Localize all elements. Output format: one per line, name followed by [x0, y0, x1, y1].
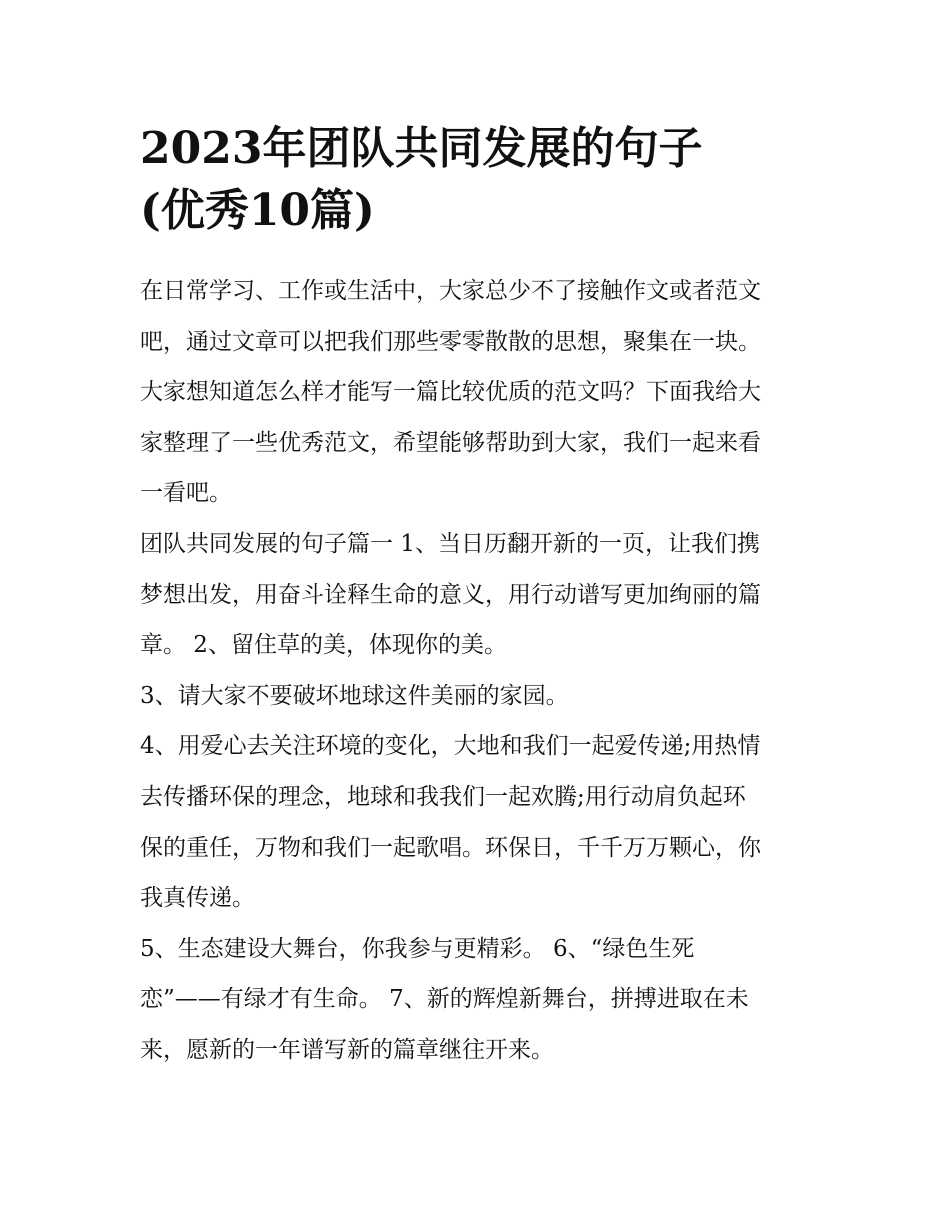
text-line: 家整理了一些优秀范文，希望能够帮助到大家，我们一起来看 — [140, 429, 761, 456]
text-line: 在日常学习、工作或生活中，大家总少不了接触作文或者范文 — [140, 278, 761, 304]
text-line: 去传播环保的理念，地球和我我们一起欢腾;用行动肩负起环 — [140, 783, 746, 810]
text-line: 章。 2、留住草的美，体现你的美。 — [140, 632, 507, 659]
title-line-1: 2023年团队共同发展的句子 — [140, 123, 703, 174]
text-line: 梦想出发，用奋斗诠释生命的意义，用行动谱写更加绚丽的篇 — [140, 581, 761, 608]
text-line: 我真传递。 — [140, 885, 255, 912]
text-line: 恋”——有绿才有生命。 7、新的辉煌新舞台，拼搏进取在未 — [140, 986, 749, 1013]
title-line-2: (优秀10篇) — [140, 185, 375, 236]
text-line: 保的重任，万物和我们一起歌唱。环保日，千千万万颗心，你 — [140, 834, 761, 861]
text-line: 一看吧。 — [140, 480, 232, 507]
document-page — [140, 118, 820, 1076]
text-line: 大家想知道怎么样才能写一篇比较优质的范文吗？下面我给大 — [140, 379, 761, 406]
text-line: 团队共同发展的句子篇一 1、当日历翻开新的一页，让我们携 — [140, 530, 760, 557]
text-line: 来，愿新的一年谱写新的篇章继往开来。 — [140, 1036, 554, 1063]
text-line: 吧，通过文章可以把我们那些零零散散的思想，聚集在一块。 — [140, 328, 761, 355]
document-body — [140, 266, 820, 1076]
text-line: 5、生态建设大舞台，你我参与更精彩。 6、“绿色生死 — [140, 935, 695, 962]
text-line: 4、用爱心去关注环境的变化，大地和我们一起爱传递;用热情 — [140, 733, 761, 760]
document-title — [140, 118, 820, 242]
text-line: 3、请大家不要破坏地球这件美丽的家园。 — [140, 682, 569, 709]
